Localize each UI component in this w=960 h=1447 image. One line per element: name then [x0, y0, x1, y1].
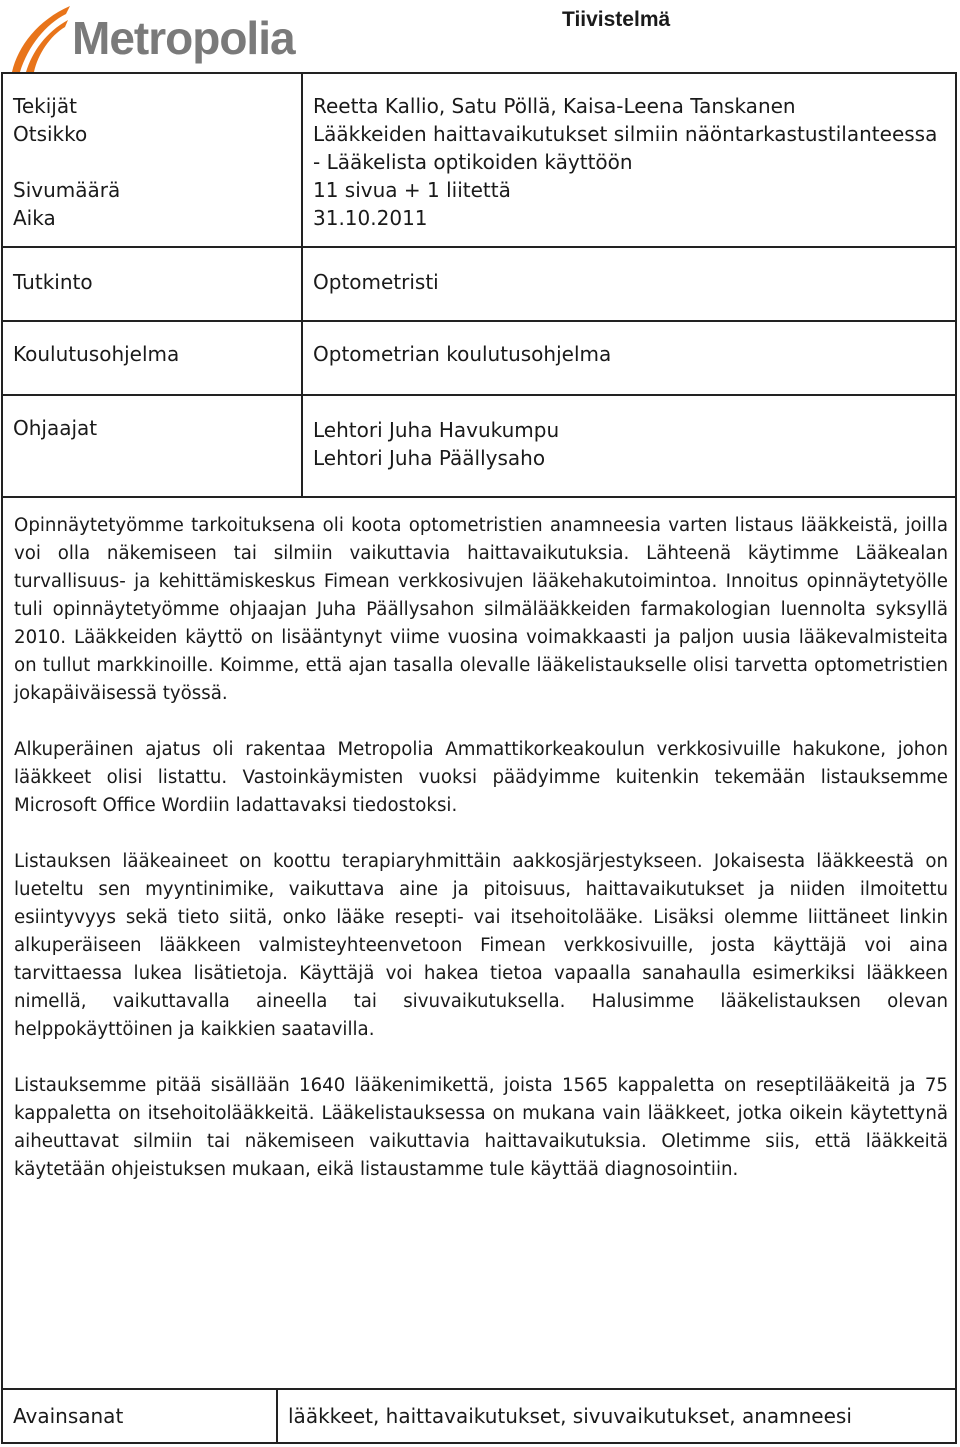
supervisors-label: Ohjaajat [13, 416, 98, 440]
date-value: 31.10.2011 [313, 206, 428, 230]
date-label: Aika [13, 206, 56, 230]
authors-value: Reetta Kallio, Satu Pöllä, Kaisa-Leena Tanskanen [313, 94, 796, 118]
title-value-line1: Lääkkeiden haittavaikutukset silmiin näöntarkastustilanteessa [313, 122, 938, 146]
keywords-row [3, 1388, 955, 1442]
logo-mark-icon [8, 2, 72, 74]
abstract-text [14, 512, 948, 1212]
pages-label: Sivumäärä [13, 178, 121, 202]
programme-row [3, 322, 955, 396]
supervisor-1: Lehtori Juha Havukumpu [313, 418, 560, 442]
degree-label: Tutkinto [13, 270, 93, 294]
programme-value: Optometrian koulutusohjelma [313, 342, 612, 366]
keywords-label: Avainsanat [13, 1404, 124, 1428]
document-title: Tiivistelmä [562, 8, 671, 31]
degree-value: Optometristi [313, 270, 439, 294]
supervisor-2: Lehtori Juha Päällysaho [313, 446, 546, 470]
abstract-paragraph: Listauksemme pitää sisällään 1640 lääkenimikettä, joista 1565 kappaletta on reseptilääkeitä ja 75 kappaletta on itsehoitolääkkeitä. Lääkelistauksessa on mukana vain lääkkeet, jotka oikein käytettynä aiheuttavat silmiin tai näkemiseen vaikuttavia haittavaikutuksia. Oletimme siis, että lääkkeitä käytetään ohjeistuksen mukaan, eikä listaustamme tule käyttää diagnosointiin. [14, 1075, 948, 1180]
keywords-divider [276, 1390, 278, 1442]
abstract-paragraph: Listauksen lääkeaineet on koottu terapiaryhmittäin aakkosjärjestykseen. Jokaisesta lääkkeestä on lueteltu sen myyntinimike, vaikuttava aine ja pitoisuus, haittavaikutukset ja niiden ilmoitettu esiintyvyys sekä tieto siitä, onko lääke resepti- vai itsehoitolääke. Lisäksi olemme liittäneet linkin alkuperäiseen lääkkeen valmisteyhteenvetoon Fimean verkkosivuille, josta käyttäjä voi aina tarvittaessa lukea lisätietoja. Käyttäjä voi hakea tietoa vapaalla sanahaulla esimerkiksi lääkkeen nimellä, vaikuttavalla aineella tai sivuvaikutuksella. Halusimme lääkelistauksen olevan helppokäyttöinen ja kaikkien saatavilla. [14, 851, 948, 1040]
degree-row [3, 248, 955, 322]
title-label: Otsikko [13, 122, 88, 146]
metropolia-logo [8, 2, 328, 74]
pages-value: 11 sivua + 1 liitettä [313, 178, 511, 202]
abstract-form [1, 72, 957, 1444]
supervisors-row [3, 396, 955, 498]
keywords-value: lääkkeet, haittavaikutukset, sivuvaikutukset, anamneesi [288, 1404, 852, 1428]
basic-info-row [3, 74, 955, 248]
abstract-paragraph: Opinnäytetyömme tarkoituksena oli koota optometristien anamneesia varten listaus lääkkeistä, joilla voi olla näkemiseen tai silmiin vaikuttavia haittavaikutuksia. Lähteenä käytimme Lääkealan turvallisuus- ja kehittämiskeskus Fimean verkkosivujen lääkehakutoimintoa. Innoitus opinnäytetyölle tuli opinnäytetyömme ohjaajan Juha Päällysahon silmälääkkeiden farmakologian luennolta syksyllä 2010. Lääkkeiden käyttö on lisääntynyt viime vuosina voimakkaasti ja paljon uusia lääkevalmisteita on tullut markkinoille. Koimme, että ajan tasalla olevalle lääkelistaukselle olisi tarvetta optometristien jokapäiväisessä työssä. [14, 515, 948, 704]
authors-label: Tekijät [13, 94, 77, 118]
programme-label: Koulutusohjelma [13, 342, 180, 366]
abstract-paragraph: Alkuperäinen ajatus oli rakentaa Metropolia Ammattikorkeakoulun verkkosivuille hakukone, johon lääkkeet olisi listattu. Vastoinkäymisten vuoksi päädyimme kuitenkin tekemään listauksemme Microsoft Office Wordiin ladattavaksi tiedostoksi. [14, 739, 948, 816]
title-value-line2: - Lääkelista optikoiden käyttöön [313, 150, 633, 174]
logo-text: Metropolia [72, 12, 295, 64]
